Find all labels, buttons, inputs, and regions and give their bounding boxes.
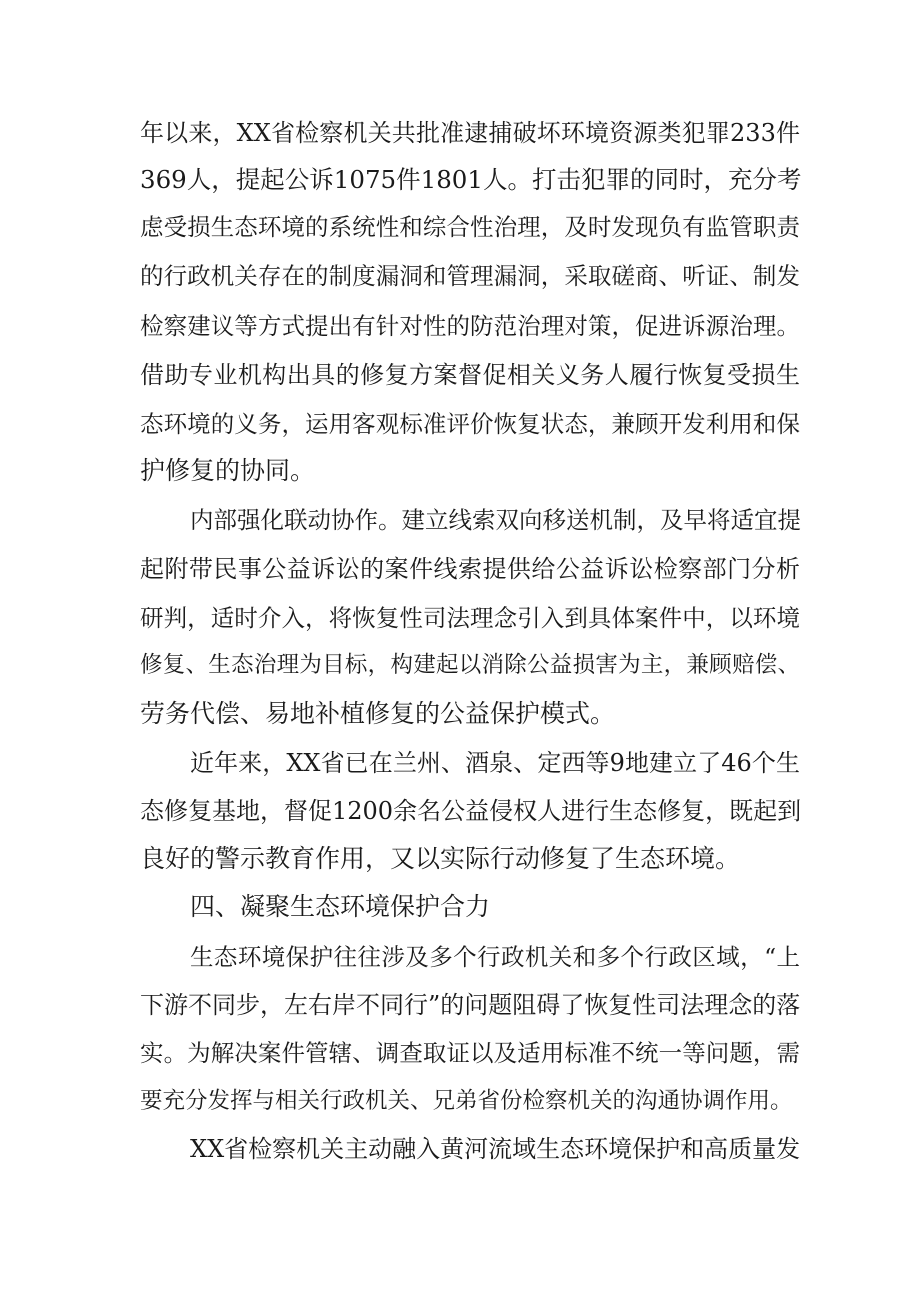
paragraph-first-line: XX省检察机关主动融入黄河流域生态环境保护和高质量发 [190,1135,801,1163]
paragraph-first-line: 内部强化联动协作。建立线索双向移送机制，及早将适宜提 [190,506,801,534]
text-line: 下游不同步，左右岸不同行”的问题阻碍了恢复性司法理念的落 [140,991,801,1019]
text-line: 劳务代偿、易地补植修复的公益保护模式。 [140,699,616,728]
text-line: 借助专业机构出具的修复方案督促相关义务人履行恢复受损生 [140,361,800,389]
text-line: 369人，提起公诉1075件1801人。打击犯罪的同时，充分考 [140,165,802,194]
text-line: 虑受损生态环境的系统性和综合性治理，及时发现负有监管职责 [140,213,800,241]
text-line: 态环境的义务，运用客观标准评价恢复状态，兼顾开发利用和保 [140,410,800,438]
paragraph-first-line: 近年来，XX省已在兰州、酒泉、定西等9地建立了46个生 [190,749,800,777]
text-line: 研判，适时介入，将恢复性司法理念引入到具体案件中，以环境 [140,604,800,632]
paragraph-first-line: 生态环境保护往往涉及多个行政机关和多个行政区域，“上 [190,943,800,971]
text-line: 护修复的协同。 [140,456,316,485]
section-heading: 四、凝聚生态环境保护合力 [190,892,491,921]
text-line: 检察建议等方式提出有针对性的防范治理对策，促进诉源治理。 [140,312,800,340]
text-line: 修复、生态治理为目标，构建起以消除公益损害为主，兼顾赔偿、 [140,652,800,678]
text-line: 的行政机关存在的制度漏洞和管理漏洞，采取磋商、听证、制发 [140,262,800,290]
text-line: 起附带民事公益诉讼的案件线索提供给公益诉讼检察部门分析 [140,555,800,583]
text-line: 要充分发挥与相关行政机关、兄弟省份检察机关的沟通协调作用。 [140,1088,793,1114]
text-line: 良好的警示教育作用，又以实际行动修复了生态环境。 [140,844,741,873]
text-line: 实。为解决案件管辖、调查取证以及适用标准不统一等问题，需 [140,1039,800,1067]
text-line: 年以来，XX省检察机关共批准逮捕破坏环境资源类犯罪233件 [140,119,800,147]
text-line: 态修复基地，督促1200余名公益侵权人进行生态修复，既起到 [140,797,802,825]
